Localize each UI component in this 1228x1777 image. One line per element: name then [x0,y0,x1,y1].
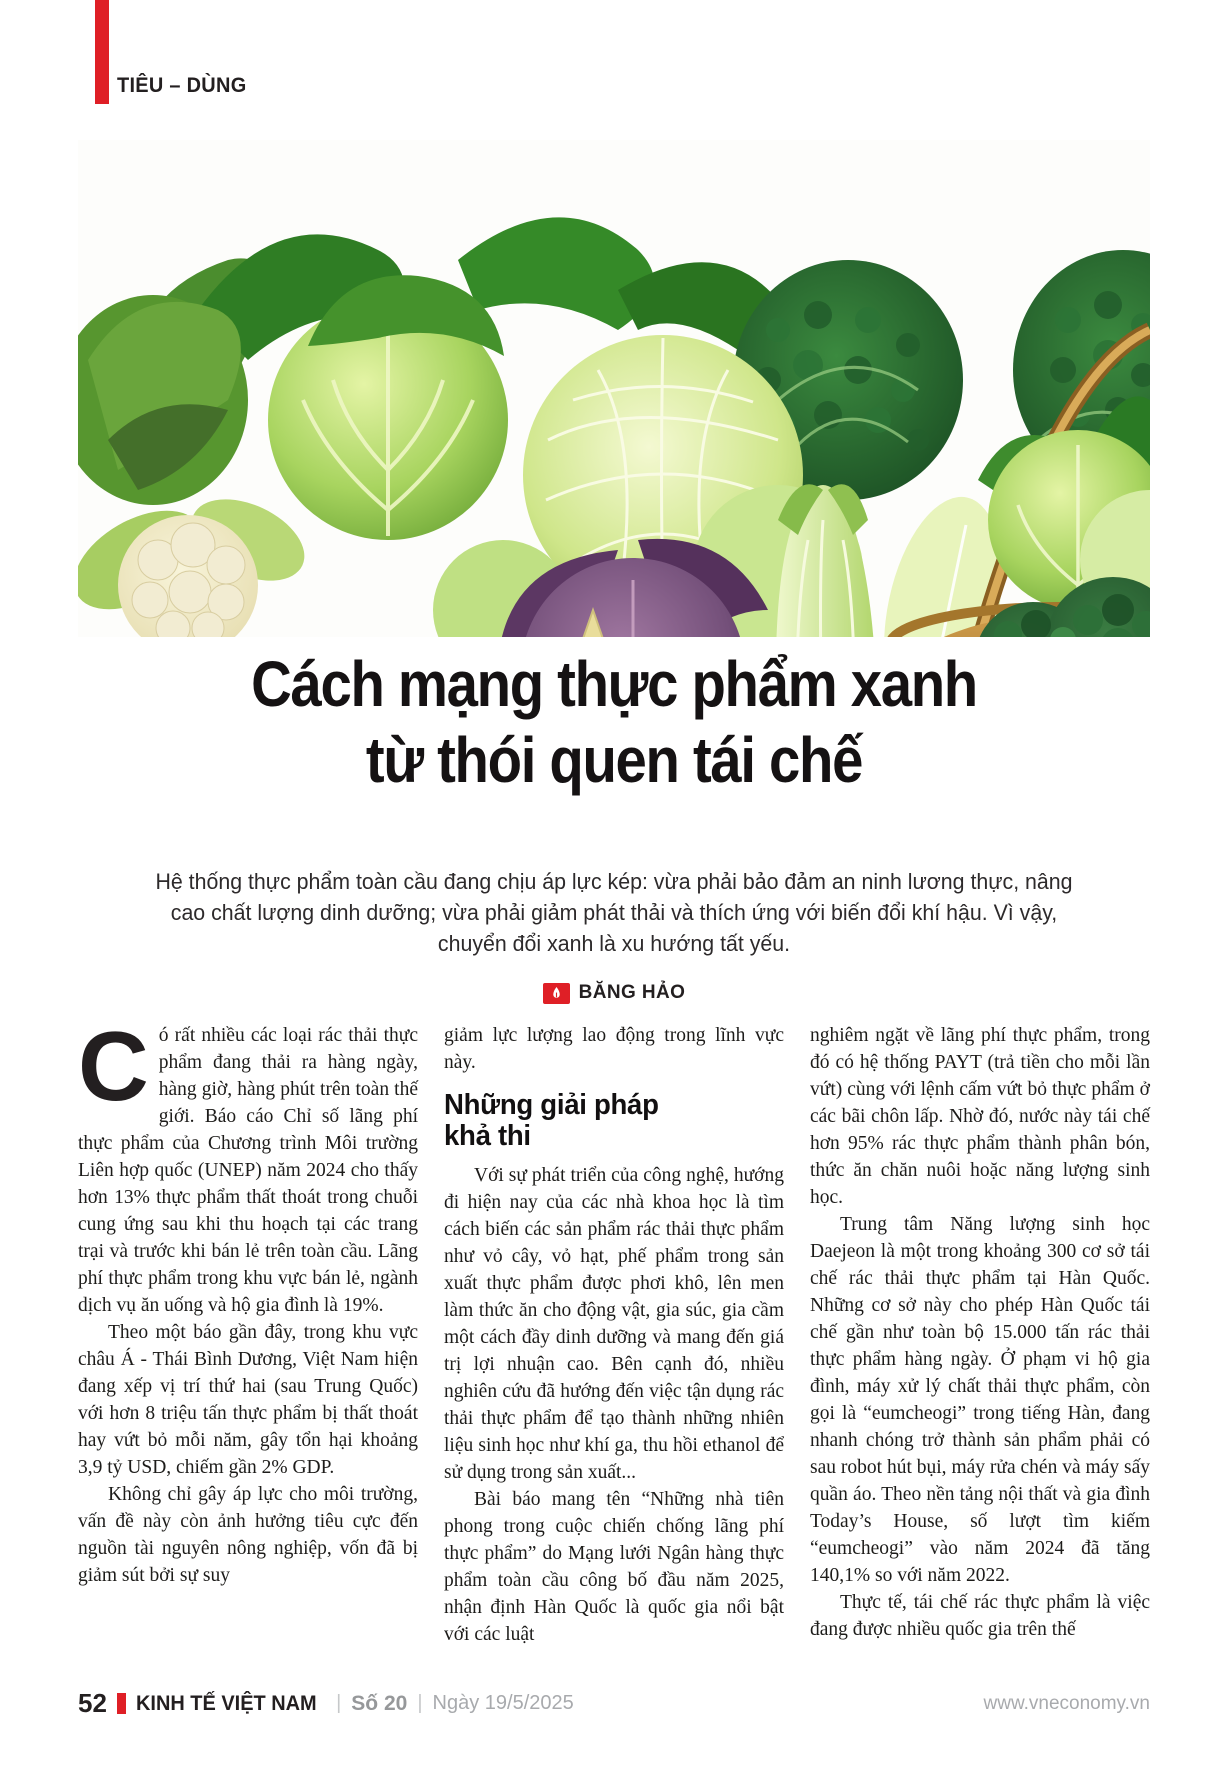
publication-name: KINH TẾ VIỆT NAM [135,1691,317,1715]
byline [78,982,1150,1004]
body-paragraph: Trung tâm Năng lượng sinh học Daejeon là một trong khoảng 300 cơ sở tái chế rác thải thực phẩm tại Hàn Quốc. Những cơ sở này cho phép Hàn Quốc tái chế gần như toàn bộ 15.000 tấn rác thải thực phẩm hàng ngày. Ở phạm vi hộ gia đình, máy xử lý chất thải thực phẩm, còn gọi là “eumcheogi” trong tiếng Hàn, đang nhanh chóng trở thành sản phẩm phải có sau robot hút bụi, máy rửa chén và máy sấy quần áo. Theo nền tảng nội thất và gia đình Today’s House, số lượt tìm kiếm “eumcheogi” vào năm 2024 đã tăng 140,1% so với năm 2022. [810,1214,1150,1586]
body-paragraph: giảm lực lượng lao động trong lĩnh vực này. [444,1025,784,1073]
author-name: BĂNG HẢO [578,982,686,1003]
section-kicker: TIÊU – DÙNG [117,74,247,97]
body-paragraph: Theo một báo gần đây, trong khu vực châu Á - Thái Bình Dương, Việt Nam hiện đang xếp vị trí thứ hai (sau Trung Quốc) với hơn 8 triệu tấn thực phẩm bị thất thoát hay vứt bỏ mỗi năm, gây tổn hại khoảng 3,9 tỷ USD, chiếm gần 2% GDP. [78,1322,418,1478]
pen-nib-icon [543,983,570,1004]
column-1 [78,1011,418,1648]
vegetables-photo [78,140,1150,637]
footer-left [78,1688,574,1719]
website-url: www.vneconomy.vn [983,1692,1150,1714]
drop-cap: C [78,1011,149,1121]
headline-line-1: Cách mạng thực phẩm xanh [251,648,977,720]
body-paragraph [78,1011,418,1319]
column-3 [810,1022,1150,1648]
body-paragraph: Bài báo mang tên “Những nhà tiên phong trong cuộc chiến chống lãng phí thực phẩm” do Mạng lưới Ngân hàng thực phẩm toàn cầu công bố đầu năm 2025, nhận định Hàn Quốc là quốc gia nổi bật với các luật [444,1489,784,1645]
article-body [78,1011,1150,1648]
page-number: 52 [78,1688,107,1718]
vegetables-illustration [78,140,1150,637]
article-headline [142,646,1085,798]
footer-separator: | [336,1692,342,1714]
issue-number: Số 20 [351,1691,408,1715]
paragraph-text: ó rất nhiều các loại rác thải thực phẩm đang thải ra hàng ngày, hàng giờ, hàng phút trên toàn thế giới. Báo cáo Chỉ số lãng phí thực phẩm của Chương trình Môi trường Liên hợp quốc (UNEP) năm 2024 cho thấy hơn 13% thực phẩm thất thoát trong chuỗi cung ứng sau khi thu hoạch tại các trang trại và trước khi bán lẻ trên toàn cầu. Lãng phí thực phẩm trong khu vực bán lẻ, ngành dịch vụ ăn uống và hộ gia đình là 19%. [78,1025,418,1316]
body-paragraph: Không chỉ gây áp lực cho môi trường, vấn đề này còn ảnh hưởng tiêu cực đến nguồn tài nguyên nông nghiệp, vốn đã bị giảm sút bởi sự suy [78,1484,418,1586]
column-2 [444,1022,784,1648]
body-paragraph: nghiêm ngặt về lãng phí thực phẩm, trong đó có hệ thống PAYT (trả tiền cho mỗi lần vứt) cùng với lệnh cấm vứt bỏ thực phẩm ở các bãi chôn lấp. Nhờ đó, nước này tái chế hơn 95% rác thực phẩm thành phân bón, thức ăn chăn nuôi hoặc năng lượng sinh học. [810,1025,1150,1208]
kicker-accent-bar [95,0,109,104]
body-paragraph: Với sự phát triển của công nghệ, hướng đi hiện nay của các nhà khoa học là tìm cách biến các sản phẩm rác thải thực phẩm như vỏ cây, vỏ hạt, phế phẩm trong sản xuất thực phẩm được phơi khô, lên men làm thức ăn cho động vật, gia súc, gia cầm một cách đầy dinh dưỡng và mang đến giá trị lợi nhuận cao. Bên cạnh đó, nhiều nghiên cứu đã hướng đến việc tận dụng rác thải thực phẩm để tạo thành những nhiên liệu sinh học như khí ga, thu hồi ethanol để sử dụng trong sản xuất... [444,1165,784,1483]
body-paragraph: Thực tế, tái chế rác thực phẩm là việc đang được nhiều quốc gia trên thế [810,1592,1150,1640]
section-subhead: Những giải pháp khả thi [444,1089,659,1152]
footer-accent-bar [117,1693,126,1714]
headline-line-2: từ thói quen tái chế [365,724,863,796]
footer-separator: | [417,1692,423,1714]
standfirst: Hệ thống thực phẩm toàn cầu đang chịu áp lực kép: vừa phải bảo đảm an ninh lương thực, nâng cao chất lượng dinh dưỡng; vừa phải giảm phát thải và thích ứng với biến đổi khí hậu. Vì vậy, chuyển đổi xanh là xu hướng tất yếu. [155,869,1073,956]
page-footer [78,1688,1150,1719]
issue-date: Ngày 19/5/2025 [432,1692,574,1714]
